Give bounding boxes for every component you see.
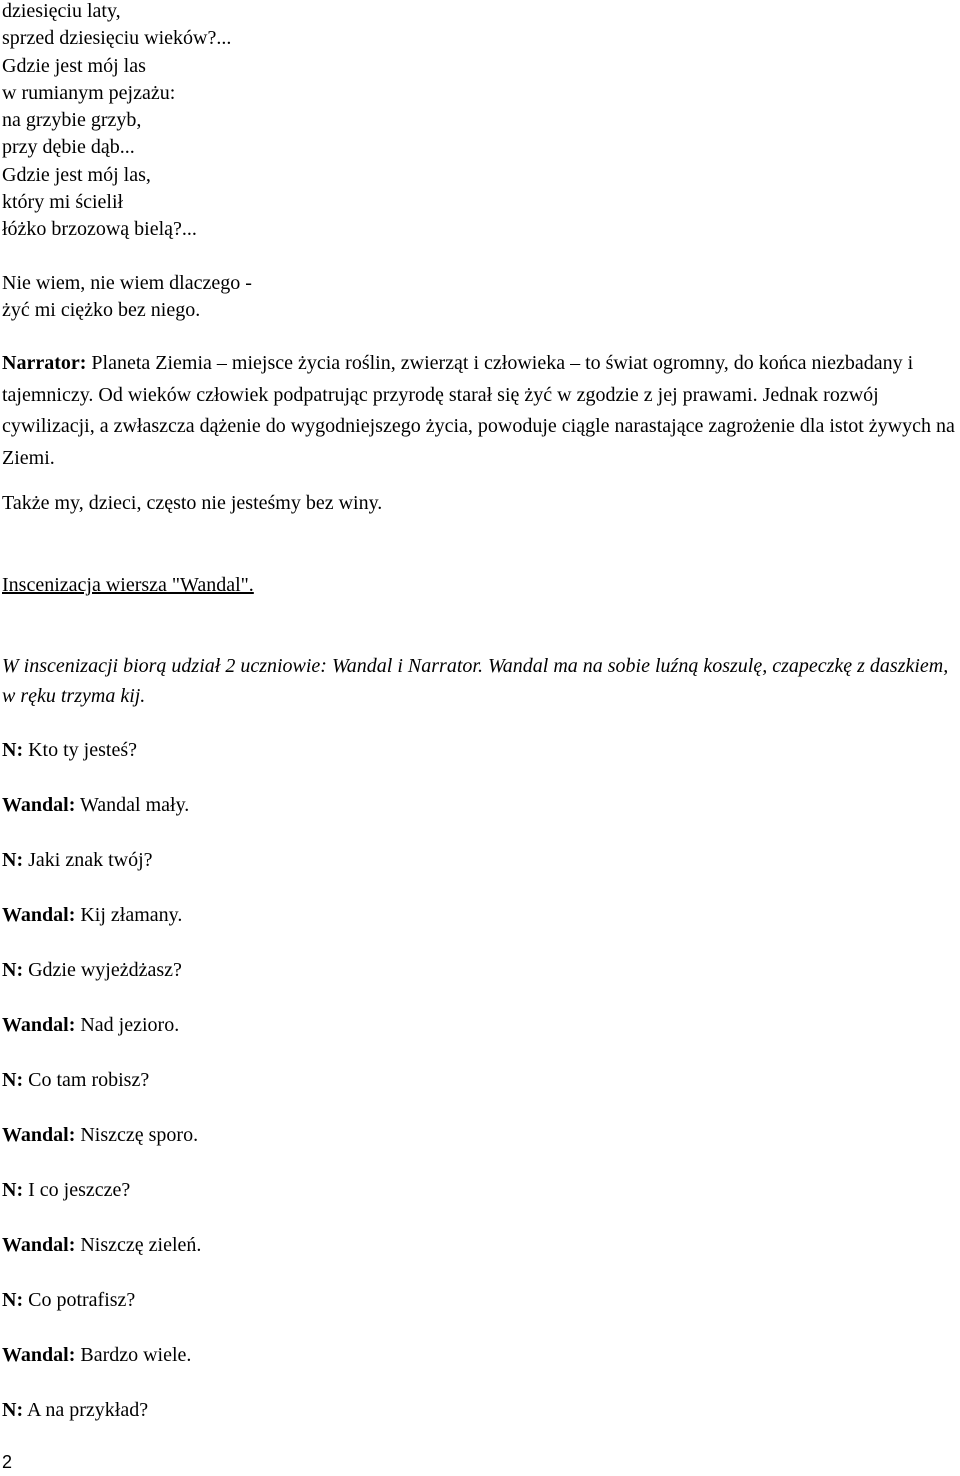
dialogue-line (2, 1122, 198, 1148)
poem-line: Gdzie jest mój las (2, 54, 146, 77)
poem-line: Gdzie jest mój las, (2, 163, 151, 186)
dialogue-text: Bardzo wiele. (75, 1344, 192, 1366)
speaker-label: N: (2, 1289, 24, 1311)
dialogue-line (2, 1397, 148, 1423)
dialogue-text: I co jeszcze? (23, 1179, 131, 1201)
dialogue-line (2, 1342, 191, 1368)
dialogue-line (2, 792, 189, 818)
speaker-label: N: (2, 1179, 24, 1201)
section-title: Inscenizacja wiersza "Wandal". (2, 574, 254, 596)
narrator-text: Planeta Ziemia – miejsce życia roślin, zwierząt i człowieka – to świat ogromny, do końca niezbadany i tajemniczy. Od wieków człowiek podpatrując przyrodę starał się żyć w zgodzie z jej prawami. Jednak rozwój cywilizacji, a zwłaszcza dążenie do wygodniejszego życia, powoduje ciągle narastające zagrożenie dla istot żywych na Ziemi. (2, 352, 955, 469)
narrator-paragraph (2, 348, 958, 474)
also-line: Także my, dzieci, często nie jesteśmy bez winy. (2, 492, 383, 514)
speaker-label: Wandal: (2, 1124, 76, 1146)
dialogue-line (2, 1012, 179, 1038)
dialogue-text: Kto ty jesteś? (23, 739, 137, 761)
speaker-label: Wandal: (2, 904, 76, 926)
dialogue-text: A na przykład? (23, 1399, 149, 1421)
speaker-label: Wandal: (2, 1234, 76, 1256)
speaker-label: N: (2, 739, 24, 761)
dialogue-line (2, 1232, 201, 1258)
dialogue-line (2, 737, 137, 763)
dialogue-text: Niszczę sporo. (75, 1124, 199, 1146)
speaker-label: Wandal: (2, 1014, 76, 1036)
speaker-label: N: (2, 849, 24, 871)
dialogue-text: Kij złamany. (75, 904, 183, 926)
speaker-label: N: (2, 1069, 24, 1091)
dialogue-line (2, 1067, 149, 1093)
poem-stanza-bottom (2, 270, 252, 325)
page-number: 2 (2, 1452, 13, 1472)
poem-line: sprzed dziesięciu wieków?... (2, 27, 232, 50)
poem-line: który mi ścielił (2, 191, 124, 214)
dialogue-line (2, 902, 182, 928)
poem-line: Nie wiem, nie wiem dlaczego - (2, 272, 252, 294)
speaker-label: Wandal: (2, 1344, 76, 1366)
poem-line: dziesięciu laty, (2, 0, 121, 22)
poem-line: łóżko brzozową bielą?... (2, 218, 197, 241)
poem-line: żyć mi ciężko bez niego. (2, 299, 201, 322)
dialogue-text: Niszczę zieleń. (75, 1234, 202, 1256)
dialogue-line (2, 1177, 130, 1203)
dialogue-line (2, 1287, 135, 1313)
poem-line: przy dębie dąb... (2, 136, 135, 159)
speaker-label: Wandal: (2, 794, 76, 816)
stage-direction: W inscenizacji biorą udział 2 uczniowie: Wandal i Narrator. Wandal ma na sobie luźną koszulę, czapeczkę z daszkiem, w ręku trzyma kij. (2, 655, 949, 707)
poem-line: w rumianym pejzażu: (2, 81, 176, 104)
dialogue-line (2, 847, 153, 873)
poem-stanza-top (2, 0, 231, 244)
dialogue-text: Wandal mały. (75, 794, 190, 816)
dialogue-line (2, 957, 182, 983)
speaker-label: N: (2, 959, 24, 981)
dialogue-text: Gdzie wyjeżdżasz? (23, 959, 182, 981)
poem-line: na grzybie grzyb, (2, 109, 142, 132)
dialogue-text: Jaki znak twój? (23, 849, 153, 871)
dialogue-text: Co tam robisz? (23, 1069, 150, 1091)
dialogue-text: Nad jezioro. (75, 1014, 180, 1036)
speaker-label: Narrator: (2, 352, 87, 374)
dialogue-text: Co potrafisz? (23, 1289, 136, 1311)
speaker-label: N: (2, 1399, 24, 1421)
